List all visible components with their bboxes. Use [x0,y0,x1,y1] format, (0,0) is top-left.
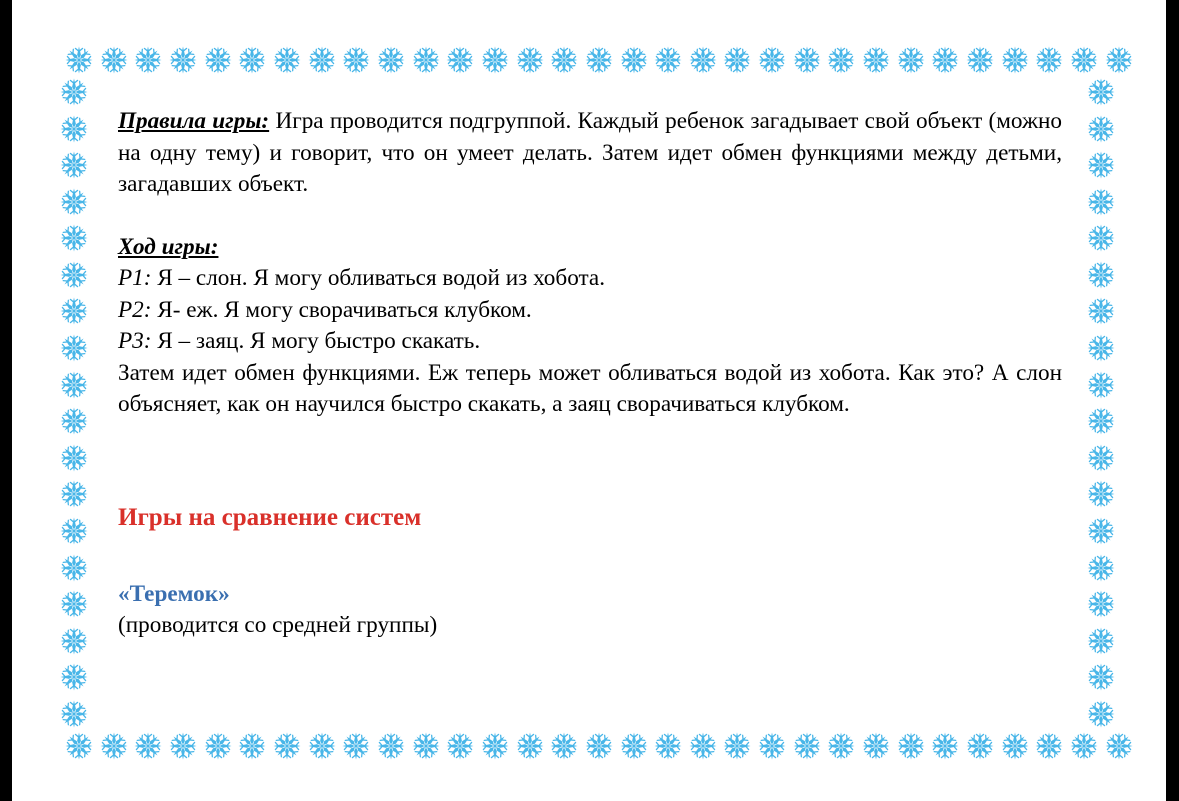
snowflake-icon [203,45,233,75]
snowflake-icon [930,45,960,75]
snowflake-icon [341,731,371,761]
snowflake-icon [59,114,89,144]
snowflake-icon [722,45,752,75]
snowflake-icon [59,296,89,326]
snowflake-icon [896,45,926,75]
snowflake-icon [59,516,89,546]
game-note: (проводится со средней группы) [118,612,438,638]
snowflake-icon [1104,45,1134,75]
snowflake-icon [307,731,337,761]
snowflake-icon [515,731,545,761]
snowflake-icon [688,731,718,761]
snowflake-icon [59,626,89,656]
snowflake-icon [59,150,89,180]
snowflake-icon [1034,45,1064,75]
rules-text: Игра проводится подгруппой. Каждый ребенок загадывает свой объект (можно на одну тему) и говорит, что он умеет делать. Затем идет обмен функциями между детьми, загадавших объект. [118,108,1062,197]
snowflake-icon [376,731,406,761]
snowflake-icon [792,45,822,75]
snowflake-icon [59,223,89,253]
snowflake-icon [1086,553,1116,583]
border-left [57,77,91,729]
snowflake-icon [237,731,267,761]
snowflake-icon [1086,662,1116,692]
snowflake-icon [411,731,441,761]
snowflake-icon [1086,260,1116,290]
snowflake-icon [59,333,89,363]
snowflake-icon [99,45,129,75]
snowflake-icon [307,45,337,75]
snowflake-icon [757,731,787,761]
snowflake-icon [1086,406,1116,436]
snowflake-icon [1086,699,1116,729]
course-line-text: Я – заяц. Я могу быстро скакать. [151,328,481,354]
snowflake-icon [619,45,649,75]
snowflake-icon [99,731,129,761]
snowflake-icon [1069,45,1099,75]
snowflake-icon [1086,516,1116,546]
snowflake-icon [930,731,960,761]
snowflake-icon [965,45,995,75]
snowflake-icon [341,45,371,75]
snowflake-icon [1086,479,1116,509]
snowflake-icon [1086,223,1116,253]
snowflake-icon [59,443,89,473]
snowflake-icon [826,731,856,761]
snowflake-icon [64,731,94,761]
snowflake-icon [1086,626,1116,656]
document-content [118,106,1062,642]
snowflake-icon [549,731,579,761]
snowflake-icon [792,731,822,761]
snowflake-icon [59,662,89,692]
speaker-label: Р2: [118,296,152,323]
snowflake-icon [59,260,89,290]
snowflake-icon [1086,77,1116,107]
snowflake-icon [480,731,510,761]
snowflake-icon [584,45,614,75]
snowflake-icon [59,589,89,619]
course-line-text: Я – слон. Я могу обливаться водой из хобота. [151,265,605,291]
snowflake-icon [272,45,302,75]
snowflake-icon [1086,589,1116,619]
border-top [64,43,1134,77]
course-line-2 [118,295,1062,327]
snowflake-icon [133,45,163,75]
snowflake-icon [59,370,89,400]
game-title: «Теремок» [118,580,230,607]
snowflake-icon [59,553,89,583]
border-bottom [64,729,1134,763]
snowflake-icon [965,731,995,761]
snowflake-icon [480,45,510,75]
snowflake-icon [64,45,94,75]
snowflake-icon [1086,187,1116,217]
course-line-1 [118,263,1062,295]
course-line-3 [118,326,1062,358]
snowflake-icon [1069,731,1099,761]
snowflake-icon [133,731,163,761]
snowflake-icon [272,731,302,761]
snowflake-icon [549,45,579,75]
border-right [1084,77,1118,729]
snowflake-icon [826,45,856,75]
course-label: Ход игры: [118,233,219,260]
course-heading [118,232,1062,264]
snowflake-icon [445,45,475,75]
speaker-label: Р3: [118,328,152,354]
course-summary: Затем идет обмен функциями. Еж теперь может обливаться водой из хобота. Как это? А слон объясняет, как он научился быстро скакать, а заяц сворачиваться клубком. [118,359,1062,417]
rules-label: Правила игры: [118,108,270,134]
snowflake-icon [619,731,649,761]
rules-paragraph [118,106,1062,201]
snowflake-icon [1000,731,1030,761]
snowflake-icon [688,45,718,75]
snowflake-icon [237,45,267,75]
snowflake-icon [1034,731,1064,761]
snowflake-icon [1086,370,1116,400]
snowflake-icon [168,45,198,75]
snowflake-icon [1086,150,1116,180]
snowflake-icon [59,406,89,436]
snowflake-icon [59,479,89,509]
snowflake-icon [168,731,198,761]
snowflake-icon [653,731,683,761]
snowflake-icon [896,731,926,761]
snowflake-icon [59,187,89,217]
section-title: Игры на сравнение систем [118,503,422,531]
snowflake-icon [1000,45,1030,75]
snowflake-icon [59,77,89,107]
snowflake-icon [203,731,233,761]
course-line-text: Я- еж. Я могу сворачиваться клубком. [151,296,532,323]
snowflake-icon [722,731,752,761]
snowflake-icon [1086,296,1116,326]
snowflake-icon [1086,333,1116,363]
snowflake-icon [1104,731,1134,761]
snowflake-icon [584,731,614,761]
snowflake-icon [757,45,787,75]
speaker-label: Р1: [118,265,152,291]
snowflake-icon [861,731,891,761]
snowflake-icon [653,45,683,75]
snowflake-icon [445,731,475,761]
snowflake-icon [1086,114,1116,144]
snowflake-icon [376,45,406,75]
snowflake-icon [411,45,441,75]
snowflake-icon [861,45,891,75]
document-page [12,0,1166,801]
snowflake-icon [59,699,89,729]
snowflake-icon [1086,443,1116,473]
snowflake-icon [515,45,545,75]
